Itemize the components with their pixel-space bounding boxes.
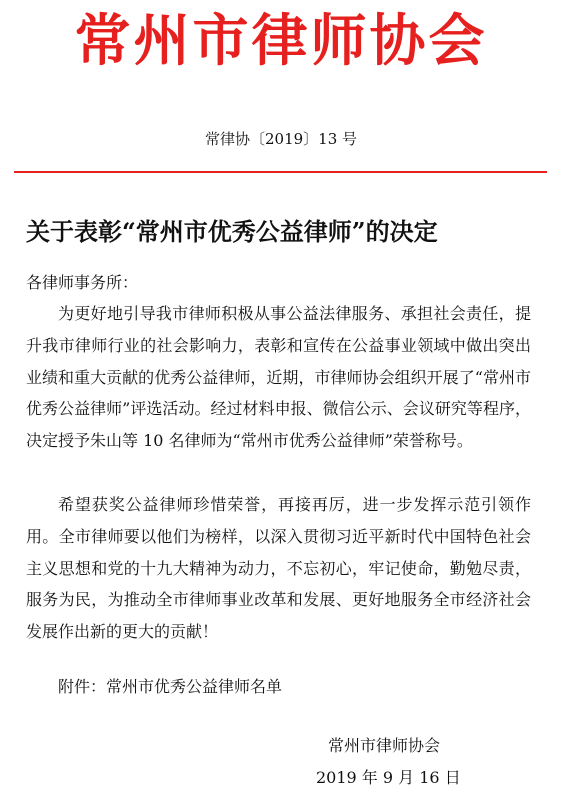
red-divider-rule: [14, 171, 547, 173]
body-paragraph-1: 为更好地引导我市律师积极从事公益法律服务、承担社会责任，提升我市律师行业的社会影响力，表彰和宣传在公益事业领域中做出突出业绩和重大贡献的优秀公益律师，近期，市律师协会组织开展了“常州市优秀公益律师”评选活动。经过材料申报、微信公示、会议研究等程序，决定授予朱山等 10 名律师为“常州市优秀公益律师”荣誉称号。: [26, 304, 531, 451]
signature-organization: 常州市律师协会: [328, 736, 441, 755]
attachment-line: 附件：常州市优秀公益律师名单: [58, 677, 283, 696]
salutation: 各律师事务所：: [26, 273, 139, 292]
document-title: 关于表彰“常州市优秀公益律师”的决定: [26, 217, 438, 246]
body-paragraph-2: 希望获奖公益律师珍惜荣誉，再接再厉，进一步发挥示范引领作用。全市律师要以他们为榜样，以深入贯彻习近平新时代中国特色社会主义思想和党的十九大精神为动力，不忘初心，牢记使命，勤勉尽责，服务为民，为推动全市律师事业改革和发展、更好地服务全市经济社会发展作出新的更大的贡献！: [26, 495, 531, 642]
signature-date: 2019 年 9 月 16 日: [316, 768, 461, 787]
document-number: 常律协〔2019〕13 号: [204, 130, 358, 148]
organization-header: 常州市律师协会: [74, 9, 488, 74]
